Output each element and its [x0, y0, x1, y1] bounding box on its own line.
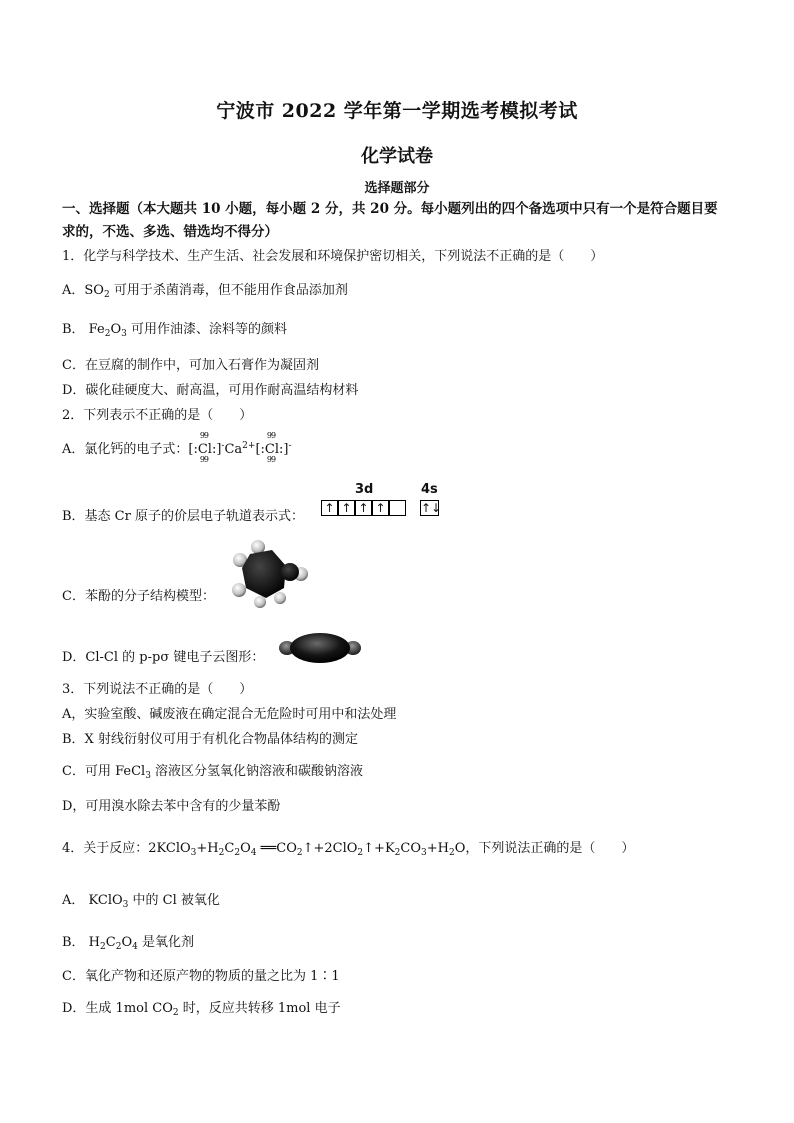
q1-stem: 1．化学与科学技术、生产生活、社会发展和环境保护密切相关，下列说法不正确的是（ ） [62, 249, 604, 264]
q1-option-b: B． $Fe_2O_3$ 可用作油漆、涂料等的颜料 [62, 322, 287, 339]
q4-option-a: A． KClO$_3$ 中的 Cl 被氧化 [62, 893, 220, 910]
q2-option-c: C．苯酚的分子结构模型： [62, 589, 215, 604]
part-title: 选择题部分 [364, 181, 430, 196]
q4-option-c: C．氧化产物和还原产物的物质的量之比为 1∶1 [62, 969, 340, 984]
q4-option-b: B． $H_2C_2O_4$ 是氧化剂 [62, 935, 194, 952]
q3-option-d: D，可用溴水除去苯中含有的少量苯酚 [62, 799, 281, 814]
orbital-3d-box: ↑ [338, 500, 355, 516]
q4-stem: 4．关于反应：$2KClO_3+H_2C_2O_4$ $══CO_2↑+2ClO_2↑+K_2CO_3+H_2O$，下列说法正确的是（ ） [62, 841, 635, 858]
q1-option-a: A．$SO_2$ 可用于杀菌消毒，但不能用作食品添加剂 [62, 283, 348, 300]
orbital-3d-box: ↑ [321, 500, 338, 516]
cr-orbital-diagram [321, 482, 445, 522]
exam-title: 宁波市 2022 学年第一学期选考模拟考试 [216, 100, 578, 122]
section-heading-line1: 一、选择题（本大题共 10 小题，每小题 2 分，共 20 分。每小题列出的四个备选项中只有一个是符合题目要 [62, 201, 718, 217]
phenol-model-image [228, 540, 308, 608]
q3-option-c: C．可用 FeCl$_3$ 溶液区分氢氧化钠溶液和碳酸钠溶液 [62, 764, 364, 781]
q1-option-d: D．碳化硅硬度大、耐高温，可用作耐高温结构材料 [62, 383, 359, 398]
orbital-label-3d: 3d [355, 482, 374, 497]
section-heading-line2: 求的，不选、多选、错选均不得分） [62, 224, 278, 240]
q2-option-d: D．Cl-Cl 的 p-pσ 键电子云图形： [62, 650, 265, 665]
orbital-3d-box: ↑ [372, 500, 389, 516]
q2-option-b: B．基态 Cr 原子的价层电子轨道表示式： [62, 509, 304, 524]
q3-stem: 3．下列说法不正确的是（ ） [62, 682, 253, 697]
q3-option-b: B．X 射线衍射仪可用于有机化合物晶体结构的测定 [62, 732, 358, 747]
q4-option-d: D．生成 1mol $CO_2$ 时，反应共转移 1mol 电子 [62, 1001, 341, 1018]
orbital-label-4s: 4s [421, 482, 438, 497]
p-p-sigma-bond-image [279, 631, 361, 665]
orbital-3d-box: ↑ [355, 500, 372, 516]
cacl2-electron-formula: [: 99 Cl 99 $:]^-Ca^{2+}$[: 99 Cl 99 :]- [188, 431, 292, 464]
orbital-3d-box [389, 500, 406, 516]
orbital-4s-box: ↑↓ [421, 501, 442, 515]
q2-option-a: A．氯化钙的电子式：[: 99 Cl 99 $:]^-Ca^{2+}$[: 99 Cl 99 :]- [62, 431, 292, 464]
q1-option-c: C．在豆腐的制作中，可加入石膏作为凝固剂 [62, 358, 319, 373]
q3-option-a: A，实验室酸、碱废液在确定混合无危险时可用中和法处理 [62, 707, 397, 722]
subject-title: 化学试卷 [361, 146, 433, 167]
q2-stem: 2．下列表示不正确的是（ ） [62, 408, 253, 423]
